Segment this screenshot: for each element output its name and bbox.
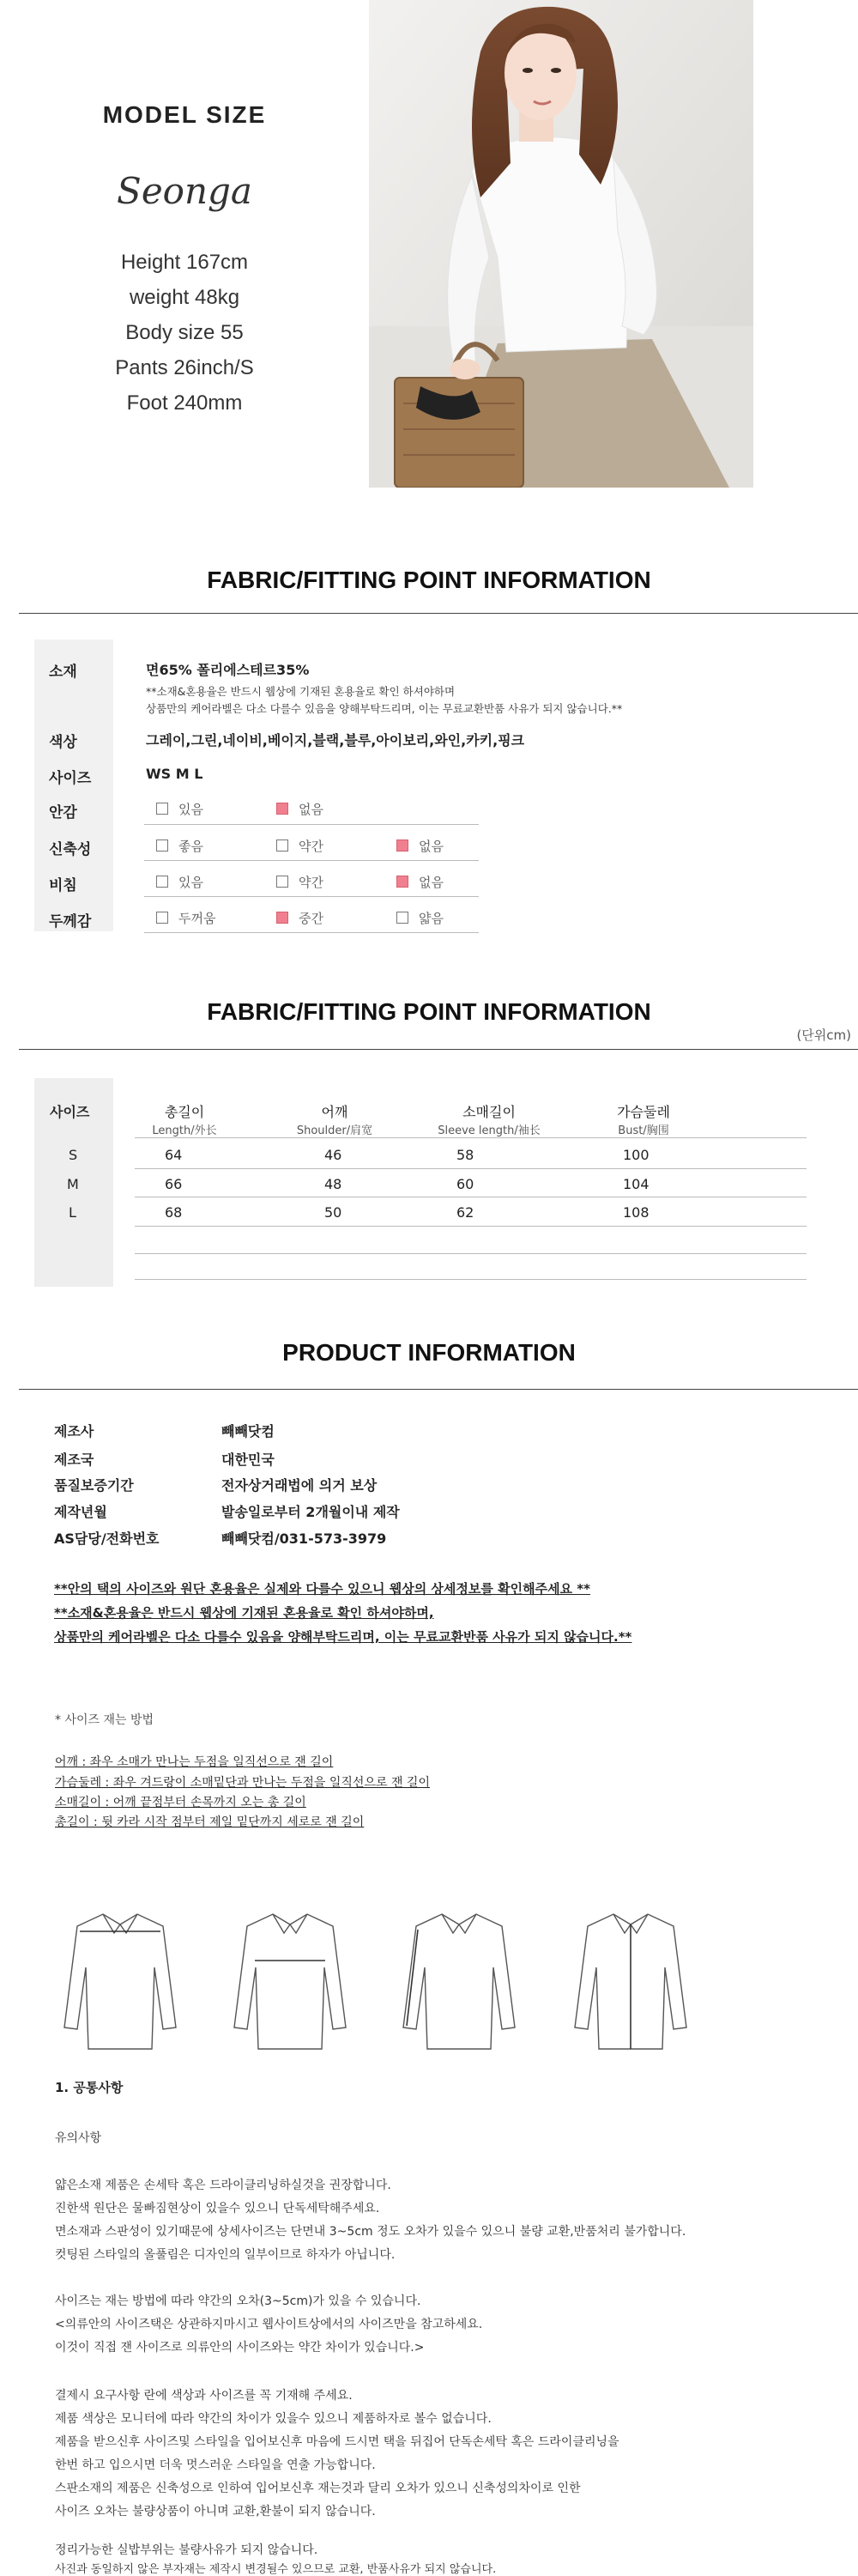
measure-heading: * 사이즈 재는 방법 — [55, 1713, 154, 1727]
model-body-size: Body size 55 — [125, 321, 244, 344]
size-section-title: FABRIC/FITTING POINT INFORMATION — [207, 998, 651, 1025]
note-3-2: 제품 색상은 모니터에 따라 약간의 차이가 있을수 있으니 제품하자로 볼수 없습니다. — [55, 2412, 492, 2426]
row-s-rule — [135, 1168, 807, 1169]
checkbox-icon — [156, 839, 168, 852]
measure-bust: 가슴둘레 : 좌우 겨드랑이 소매밑단과 만나는 두점을 일직선으로 잰 길이 — [55, 1776, 430, 1790]
note-1-2: 진한색 원단은 물빠짐현상이 있을수 있으니 단독세탁해주세요. — [55, 2202, 380, 2215]
row-s-bust: 100 — [623, 1147, 650, 1163]
note-2-3: 이것이 직접 잰 사이즈로 의류안의 사이즈와는 약간 차이가 있습니다.> — [55, 2341, 425, 2355]
col-length-header: 총길이 Length/外长 — [152, 1104, 217, 1137]
note-3-3: 제품을 받으신후 사이즈및 스타일을 입어보신후 마음에 드시면 택을 뒤집어 단독손세탁 혹은 드라이클리닝을 — [55, 2435, 619, 2449]
model-foot: Foot 240mm — [126, 391, 243, 415]
note-2-1: 사이즈는 재는 방법에 따라 약간의 오차(3~5cm)가 있을 수 있습니다. — [55, 2294, 421, 2308]
size-value: WS M L — [146, 766, 203, 782]
production-date-label: 제작년월 — [54, 1504, 107, 1520]
row-s-size: S — [69, 1147, 78, 1163]
notice-2: **소재&혼용율은 반드시 웹상에 기재된 혼용율로 확인 하셔야하며, — [54, 1605, 434, 1621]
row-s-shoulder: 46 — [324, 1147, 342, 1163]
lining-option-no: 없음 — [276, 800, 323, 818]
measure-sleeve: 소매길이 : 어깨 끝점부터 손목까지 오는 총 길이 — [55, 1796, 306, 1809]
as-contact-label: AS담당/전화번호 — [54, 1530, 160, 1547]
note-3-5: 스판소재의 제품은 신축성으로 인하여 입어보신후 재는것과 달리 오차가 있으니 신축성의차이로 인한 — [55, 2482, 581, 2495]
checkbox-icon — [276, 839, 288, 852]
col-bust-header: 가슴둘레 Bust/胸围 — [617, 1104, 670, 1137]
thickness-label: 두께감 — [49, 913, 92, 930]
common-notes-title: 1. 공통사항 — [55, 2080, 124, 2095]
color-value: 그레이,그린,네이비,베이지,블랙,블루,아이보리,와인,카키,핑크 — [146, 732, 525, 749]
color-label: 색상 — [49, 734, 77, 751]
row-l-sleeve: 62 — [456, 1204, 474, 1221]
shirt-diagram-sleeve — [395, 1907, 523, 2053]
lining-rule — [144, 824, 479, 825]
checkbox-icon — [396, 912, 408, 924]
empty-row-rule-1 — [135, 1253, 807, 1254]
lining-option-yes: 있음 — [156, 800, 203, 818]
stretch-option-good: 좋음 — [156, 837, 203, 855]
note-1-3: 면소재과 스판성이 있기때문에 상세사이즈는 단면내 3~5cm 정도 오차가 있을수 있으니 불량 교환,반품처리 불가합니다. — [55, 2225, 686, 2239]
row-l-length: 68 — [165, 1204, 183, 1221]
thickness-option-thick: 두꺼움 — [156, 909, 215, 927]
stretch-option-slight: 약간 — [276, 837, 323, 855]
row-l-size: L — [69, 1204, 76, 1221]
material-note-2: 상품만의 케어라벨은 다소 다를수 있음을 양해부탁드리며, 이는 무료교환반품 사유가 되지 않습니다.** — [146, 702, 623, 715]
note-4-1: 정리가능한 실밥부위는 불량사유가 되지 않습니다. — [55, 2543, 318, 2557]
checked-box-icon — [276, 912, 288, 924]
warranty-value: 전자상거래법에 의거 보상 — [221, 1477, 378, 1494]
note-2-2: <의류안의 사이즈택은 상관하지마시고 웹사이트상에서의 사이즈만을 참고하세요. — [55, 2318, 483, 2331]
row-l-shoulder: 50 — [324, 1204, 342, 1221]
note-3-6: 사이즈 오차는 불량상품이 아니며 교환,환불이 되지 않습니다. — [55, 2505, 376, 2518]
production-date-value: 발송일로부터 2개월이내 제작 — [221, 1504, 400, 1520]
checked-box-icon — [396, 839, 408, 852]
note-3-1: 결제시 요구사항 란에 색상과 사이즈를 꼭 기재해 주세요. — [55, 2389, 353, 2403]
manufacturer-value: 빼빼닷컴 — [221, 1423, 275, 1440]
notice-3: 상품만의 케어라벨은 다소 다를수 있음을 양해부탁드리며, 이는 무료교환반품 사유가 되지 않습니다.** — [54, 1629, 632, 1645]
checkbox-icon — [276, 876, 288, 888]
material-label: 소재 — [49, 664, 77, 681]
shirt-diagram-length — [566, 1907, 695, 2053]
thickness-option-medium: 중간 — [276, 909, 323, 927]
fabric-title-rule — [19, 613, 858, 614]
col-sleeve-header: 소매길이 Sleeve length/袖长 — [438, 1104, 541, 1137]
sheer-option-yes: 있음 — [156, 873, 203, 891]
row-m-shoulder: 48 — [324, 1176, 342, 1192]
model-size-title: MODEL SIZE — [102, 101, 267, 128]
size-column-label: 사이즈 — [50, 1104, 90, 1120]
material-note-1: **소재&혼용율은 반드시 웹상에 기재된 혼용율로 확인 하셔야하며 — [146, 685, 456, 698]
sheer-option-none: 없음 — [396, 873, 444, 891]
origin-label: 제조국 — [54, 1452, 94, 1468]
measure-length: 총길이 : 뒷 카라 시작 점부터 제일 밑단까지 세로로 잰 길이 — [55, 1815, 365, 1829]
size-header-rule — [135, 1137, 807, 1138]
model-weight: weight 48kg — [129, 286, 240, 309]
notice-1: **안의 택의 사이즈와 원단 혼용율은 실제와 다를수 있으니 웹상의 상세정보를 확인해주세요 ** — [54, 1581, 590, 1597]
row-m-bust: 104 — [623, 1176, 650, 1192]
checked-box-icon — [396, 876, 408, 888]
model-name: Seonga — [117, 170, 252, 212]
checkbox-icon — [156, 912, 168, 924]
stretch-label: 신축성 — [49, 841, 92, 858]
model-photo — [369, 0, 753, 488]
row-s-sleeve: 58 — [456, 1147, 474, 1163]
sheer-label: 비침 — [49, 877, 77, 894]
row-s-length: 64 — [165, 1147, 183, 1163]
checkbox-icon — [156, 803, 168, 815]
shirt-diagram-bust — [226, 1907, 354, 2053]
thickness-option-thin: 얇음 — [396, 909, 444, 927]
note-1-4: 컷팅된 스타일의 올풀림은 디자인의 일부이므로 하자가 아닙니다. — [55, 2248, 396, 2262]
shirt-diagram-shoulder — [56, 1907, 184, 2053]
warranty-label: 품질보증기간 — [54, 1477, 134, 1494]
manufacturer-label: 제조사 — [54, 1423, 94, 1440]
note-3-4: 한번 하고 입으시면 더욱 멋스러운 스타일을 연출 가능합니다. — [55, 2458, 376, 2472]
material-value: 면65% 폴리에스테르35% — [146, 662, 310, 678]
fabric-section-title: FABRIC/FITTING POINT INFORMATION — [207, 567, 651, 593]
model-pants: Pants 26inch/S — [115, 356, 254, 379]
model-height: Height 167cm — [120, 251, 249, 274]
product-section-title: PRODUCT INFORMATION — [282, 1339, 576, 1366]
model-specs — [0, 245, 369, 421]
note-1-1: 얇은소재 제품은 손세탁 혹은 드라이클리닝하실것을 권장합니다. — [55, 2179, 391, 2192]
row-l-bust: 108 — [623, 1204, 650, 1221]
caution-subtitle: 유의사항 — [55, 2131, 102, 2145]
row-m-length: 66 — [165, 1176, 183, 1192]
checked-box-icon — [276, 803, 288, 815]
product-title-rule — [19, 1389, 858, 1390]
measure-shoulder: 어깨 : 좌우 소매가 만나는 두점을 일직선으로 잰 길이 — [55, 1755, 334, 1769]
note-4-2: 사진과 동일하지 않은 부자재는 제작시 변경될수 있으므로 교환, 반품사유가 되지 않습니다. — [55, 2563, 497, 2576]
checkbox-icon — [156, 876, 168, 888]
model-photo-image — [369, 0, 753, 488]
row-m-size: M — [67, 1176, 79, 1192]
sheer-rule — [144, 896, 479, 897]
stretch-option-none: 없음 — [396, 837, 444, 855]
size-title-rule — [19, 1049, 858, 1050]
lining-label: 안감 — [49, 804, 77, 821]
thickness-rule — [144, 932, 479, 933]
stretch-rule — [144, 860, 479, 861]
size-unit: (단위cm) — [796, 1027, 851, 1043]
empty-row-rule-2 — [135, 1279, 807, 1280]
as-contact-value: 빼빼닷컴/031-573-3979 — [221, 1530, 387, 1547]
origin-value: 대한민국 — [221, 1452, 275, 1468]
sheer-option-slight: 약간 — [276, 873, 323, 891]
size-label: 사이즈 — [49, 770, 92, 787]
row-l-rule — [135, 1226, 807, 1227]
row-m-sleeve: 60 — [456, 1176, 474, 1192]
col-shoulder-header: 어깨 Shoulder/肩宽 — [296, 1104, 373, 1137]
